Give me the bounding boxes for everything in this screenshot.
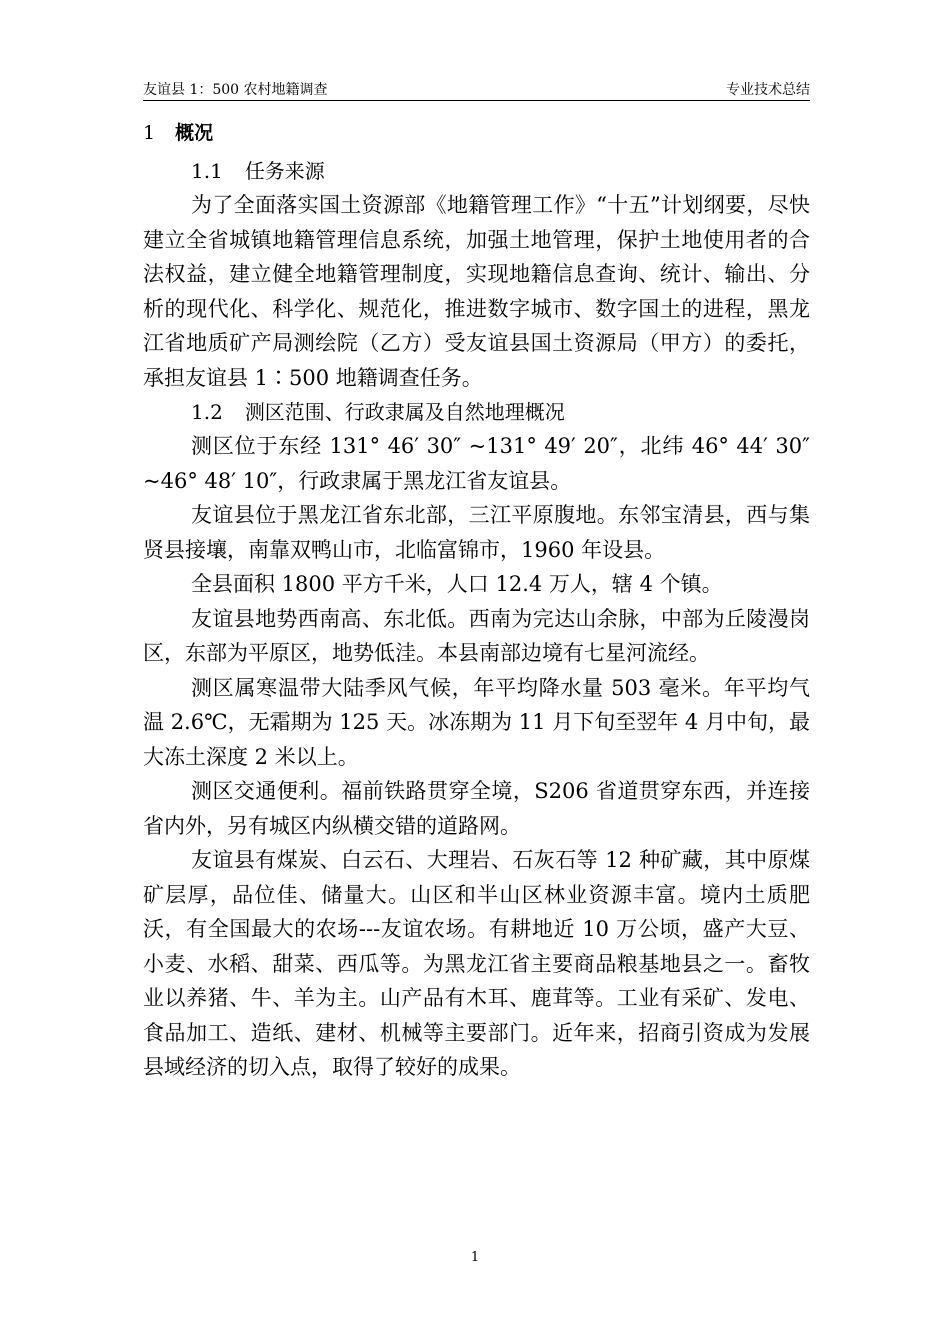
subsection-title: 任务来源 [244, 159, 325, 183]
paragraph-task-source: 为了全面落实国土资源部《地籍管理工作》“十五”计划纲要，尽快建立全省城镇地籍管理信息系统，加强土地管理，保护土地使用者的合法权益，建立健全地籍管理制度，实现地籍信息查询、统计、输出、分析的现代化、科学化、规范化，推进数字城市、数字国土的进程，黑龙江省地质矿产局测绘院（乙方）受友谊县国土资源局（甲方）的委托，承担友谊县 1∶500 地籍调查任务。 [143, 193, 810, 390]
paragraph-transport: 测区交通便利。福前铁路贯穿全境，S206 省道贯穿东西，并连接省内外，另有城区内纵横交错的道路网。 [143, 779, 810, 838]
paragraph-terrain: 友谊县地势西南高、东北低。西南为完达山余脉，中部为丘陵漫岗区，东部为平原区，地势低洼。本县南部边境有七星河流经。 [143, 606, 810, 665]
section-title: 概况 [175, 122, 214, 144]
document-body [143, 118, 810, 1085]
paragraph-resources: 友谊县有煤炭、白云石、大理岩、石灰石等 12 种矿藏，其中原煤矿层厚，品位佳、储量大。山区和半山区林业资源丰富。境内土质肥沃，有全国最大的农场---友谊农场。有耕地近 10 万公顷，盛产大豆、小麦、水稻、甜菜、西瓜等。为黑龙江省主要商品粮基地县之一。畜牧业以养猪、牛、羊为主。山产品有木耳、鹿茸等。工业有采矿、发电、食品加工、造纸、建材、机械等主要部门。近年来，招商引资成为发展县域经济的切入点，取得了较好的成果。 [143, 848, 810, 1079]
section-number: 1 [143, 122, 156, 144]
page-header [143, 80, 810, 101]
paragraph-survey-location: 测区位于东经 131° 46′ 30″ ~131° 49′ 20″，北纬 46° 44′ 30″ ~46° 48′ 10″，行政隶属于黑龙江省友谊县。 [143, 434, 810, 493]
subsection-title: 测区范围、行政隶属及自然地理概况 [244, 400, 565, 424]
section-heading-1 [143, 118, 810, 148]
page-number: 1 [470, 1250, 480, 1265]
paragraph-county-location: 友谊县位于黑龙江省东北部，三江平原腹地。东邻宝清县，西与集贤县接壤，南靠双鸭山市，北临富锦市，1960 年设县。 [143, 503, 810, 562]
header-section-title: 专业技术总结 [726, 82, 810, 98]
paragraph-county-area: 全县面积 1800 平方千米，人口 12.4 万人，辖 4 个镇。 [191, 572, 723, 596]
paragraph-climate: 测区属寒温带大陆季风气候，年平均降水量 503 毫米。年平均气温 2.6℃，无霜期为 125 天。冰冻期为 11 月下旬至翌年 4 月中旬，最大冻土深度 2 米以上。 [143, 675, 810, 769]
subsection-heading-1-2 [143, 395, 810, 429]
subsection-number: 1.2 [191, 400, 223, 424]
header-document-title: 友谊县 1：500 农村地籍调查 [143, 82, 328, 98]
subsection-heading-1-1 [143, 154, 810, 188]
subsection-number: 1.1 [191, 159, 223, 183]
